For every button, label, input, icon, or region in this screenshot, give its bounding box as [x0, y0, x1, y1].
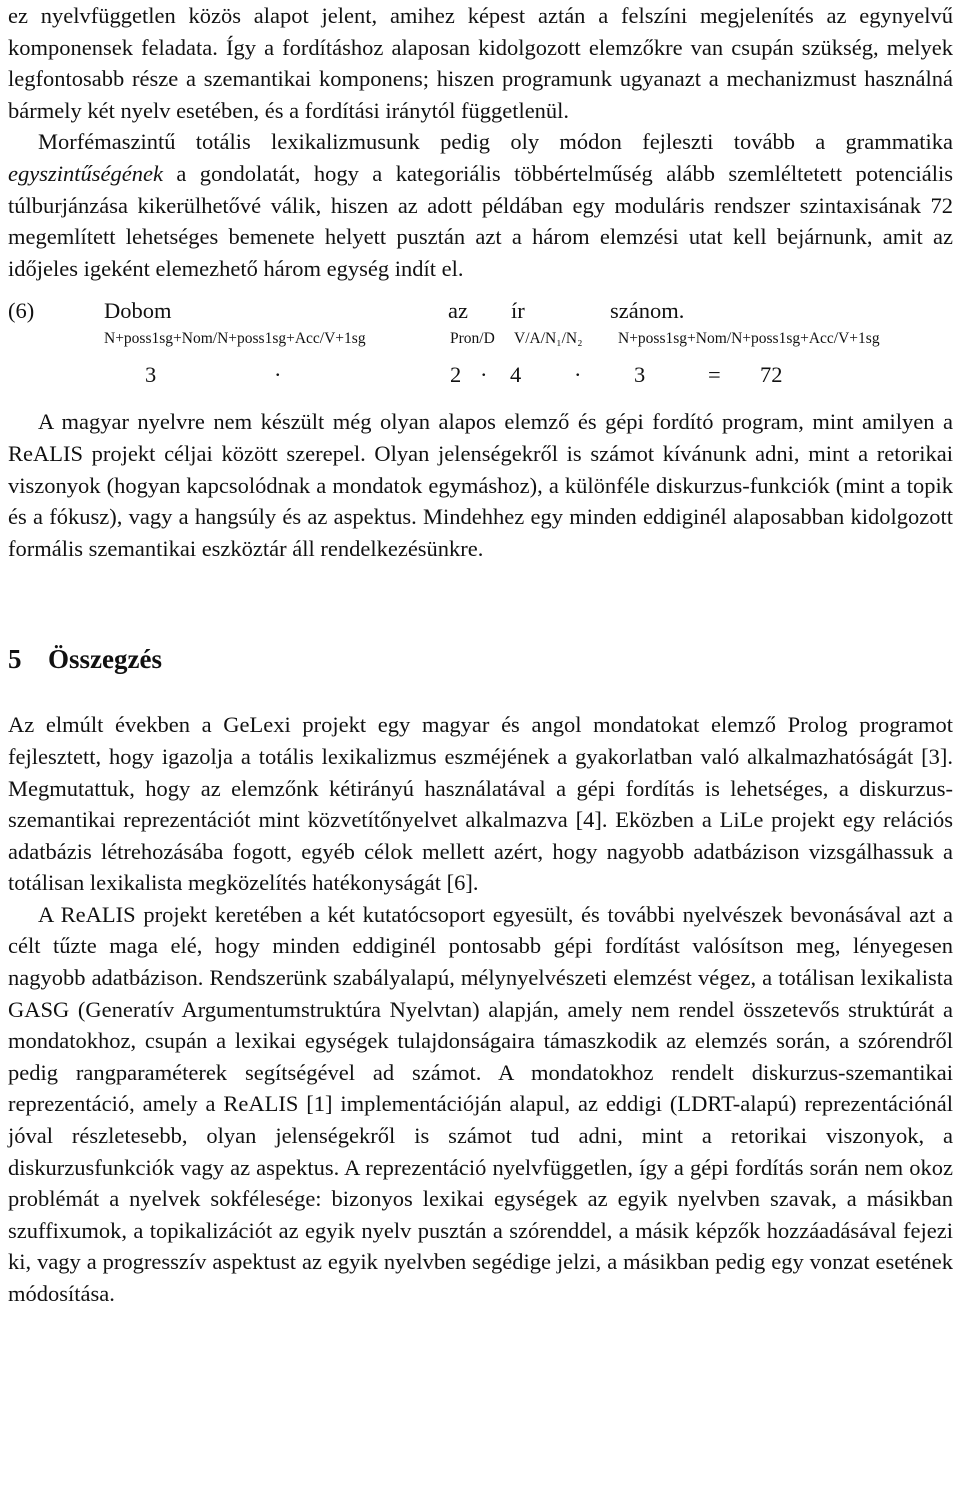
- example-word-ir: ír: [511, 298, 525, 324]
- example-calc-4: ·: [480, 362, 488, 388]
- paragraph-4: Az elmúlt években a GeLexi projekt egy magyar és angol mondatokat elemző Prolog programot fejlesztett, hogy igazolja a totális lexikalizmus eszméjének a gyakorlatban való alkalmazhatóságát [3]. Megmutattuk, hogy az elemzőnk kétirányú használatával a gépi fordítás is lehetséges, a diskurzus-szemantikai reprezentációt mint közvetítőnyelvet alkalmazva [4]. Eközben a LiLe projekt egy relációs adatbázis létrehozásába fogott, egyéb célok mellett azért, hogy nagyobb adatbázison vizsgálhassuk a totálisan lexikalista megközelítés hatékonyságát [6].: [8, 712, 953, 896]
- paragraph-5: A ReALIS projekt keretében a két kutatócsoport egyesült, és további nyelvészek bevonásával azt a célt tűzte maga elé, hogy minden eddiginél pontosabb gépi fordítást valósítson meg, lényegesen nagyobb adatbázison. Rendszerünk szabályalapú, mélynyelvészeti elemzést végez, a totálisan lexikalista GASG (Generatív Argumentumstruktúra Nyelvtan) alapján, amely nem rendel összetevős struktúrát a mondatokhoz, csupán a lexikai egységek tulajdonságaira támaszkodik az elemzés során, a szórendről pedig rangparaméterek segítségével ad számot. A mondatokhoz rendelt diskurzus-szemantikai reprezentáció, amely a ReALIS [1] implementációján alapul, az eddigi (LDRT-alapú) reprezentációnál jóval részletesebb, olyan jelenségekről is számot tud adni, mint a retorikai viszonyok, a diskurzusfunkciók vagy az aspektus. A reprezentáció nyelvfüggetlen, így a gépi fordítás során nem okoz problémát a nyelvek sokfélesége: bizonyos lexikai egységek az egyik nyelvben szavak, a másikban szuffixumok, a topikalizációt az egyik nyelv pusztán a szórenddel, a másik képzők hozzáadásával fejezi ki, vagy a progresszív aspektust az egyik nyelvben segédige jelzi, a másikban pedig egy vonzat esetének módosítása.: [8, 901, 953, 1306]
- paragraph-2: [8, 126, 953, 284]
- example-calc-6: ·: [574, 362, 582, 388]
- example-word-szanom: szánom.: [610, 298, 685, 324]
- section-number: 5: [8, 644, 22, 675]
- example-gloss-1: N+poss1sg+Nom/N+poss1sg+Acc/V+1sg: [104, 330, 366, 348]
- document-page: [8, 0, 953, 1310]
- example-calc-9: 72: [760, 362, 783, 388]
- paragraph-2-text-b: a gondolatát, hogy a kategoriális többértelműség alább szemléltetett potenciális túlburjánzása kikerülhetővé válik, hiszen az adott példában egy moduláris rendszer szintaxisának 72 megemlített lehetséges bemenete helyett pusztán azt a három elemzési utat kell bejárnunk, amit az időjeles igeként elemezhető három egység indít el.: [8, 160, 953, 281]
- example-word-az: az: [448, 298, 468, 324]
- paragraph-2-text-a: Morfémaszintű totális lexikalizmusunk pedig oly módon fejleszti tovább a grammatika: [38, 129, 953, 155]
- example-6: [8, 298, 953, 396]
- example-gloss-3: V/A/N₁/N₂: [514, 330, 583, 348]
- example-calc-8: =: [708, 362, 721, 388]
- example-calc-7: 3: [634, 362, 646, 388]
- example-label: (6): [8, 298, 35, 324]
- paragraph-3: A magyar nyelvre nem készült még olyan alapos elemző és gépi fordító program, mint amilyen a ReALIS projekt céljai között szerepel. Olyan jelenségekről is számot kívánunk adni, mint a retorikai viszonyok (hogyan kapcsolódnak a mondatok egymáshoz), a különféle diskurzus-funkciók (mint a topik és a fókusz), vagy a hangsúly és az aspektus. Mindehhez egy minden eddiginél alaposabban kidolgozott formális szemantikai eszköztár áll rendelkezésünkre.: [8, 409, 953, 561]
- paragraph-1: ez nyelvfüggetlen közös alapot jelent, amihez képest aztán a felszíni megjelenítés az egynyelvű komponensek feladata. Így a fordításhoz alaposan kidolgozott elemzőkre van csupán szükség, melyek legfontosabb része a szemantikai komponens; hiszen programunk ugyanazt a mechanizmust használná bármely két nyelv esetében, és a fordítási iránytól függetlenül.: [8, 3, 953, 123]
- example-word-dobom: Dobom: [104, 298, 172, 324]
- example-calc-5: 4: [510, 362, 522, 388]
- example-calc-1: 3: [145, 362, 157, 388]
- section-heading: [8, 644, 953, 675]
- example-calc-2: ·: [274, 362, 282, 388]
- example-gloss-4: N+poss1sg+Nom/N+poss1sg+Acc/V+1sg: [618, 330, 880, 348]
- example-gloss-2: Pron/D: [450, 330, 495, 348]
- paragraph-2-italic: egyszintűségének: [8, 160, 163, 186]
- example-calc-3: 2: [450, 362, 462, 388]
- section-title: Összegzés: [48, 644, 162, 675]
